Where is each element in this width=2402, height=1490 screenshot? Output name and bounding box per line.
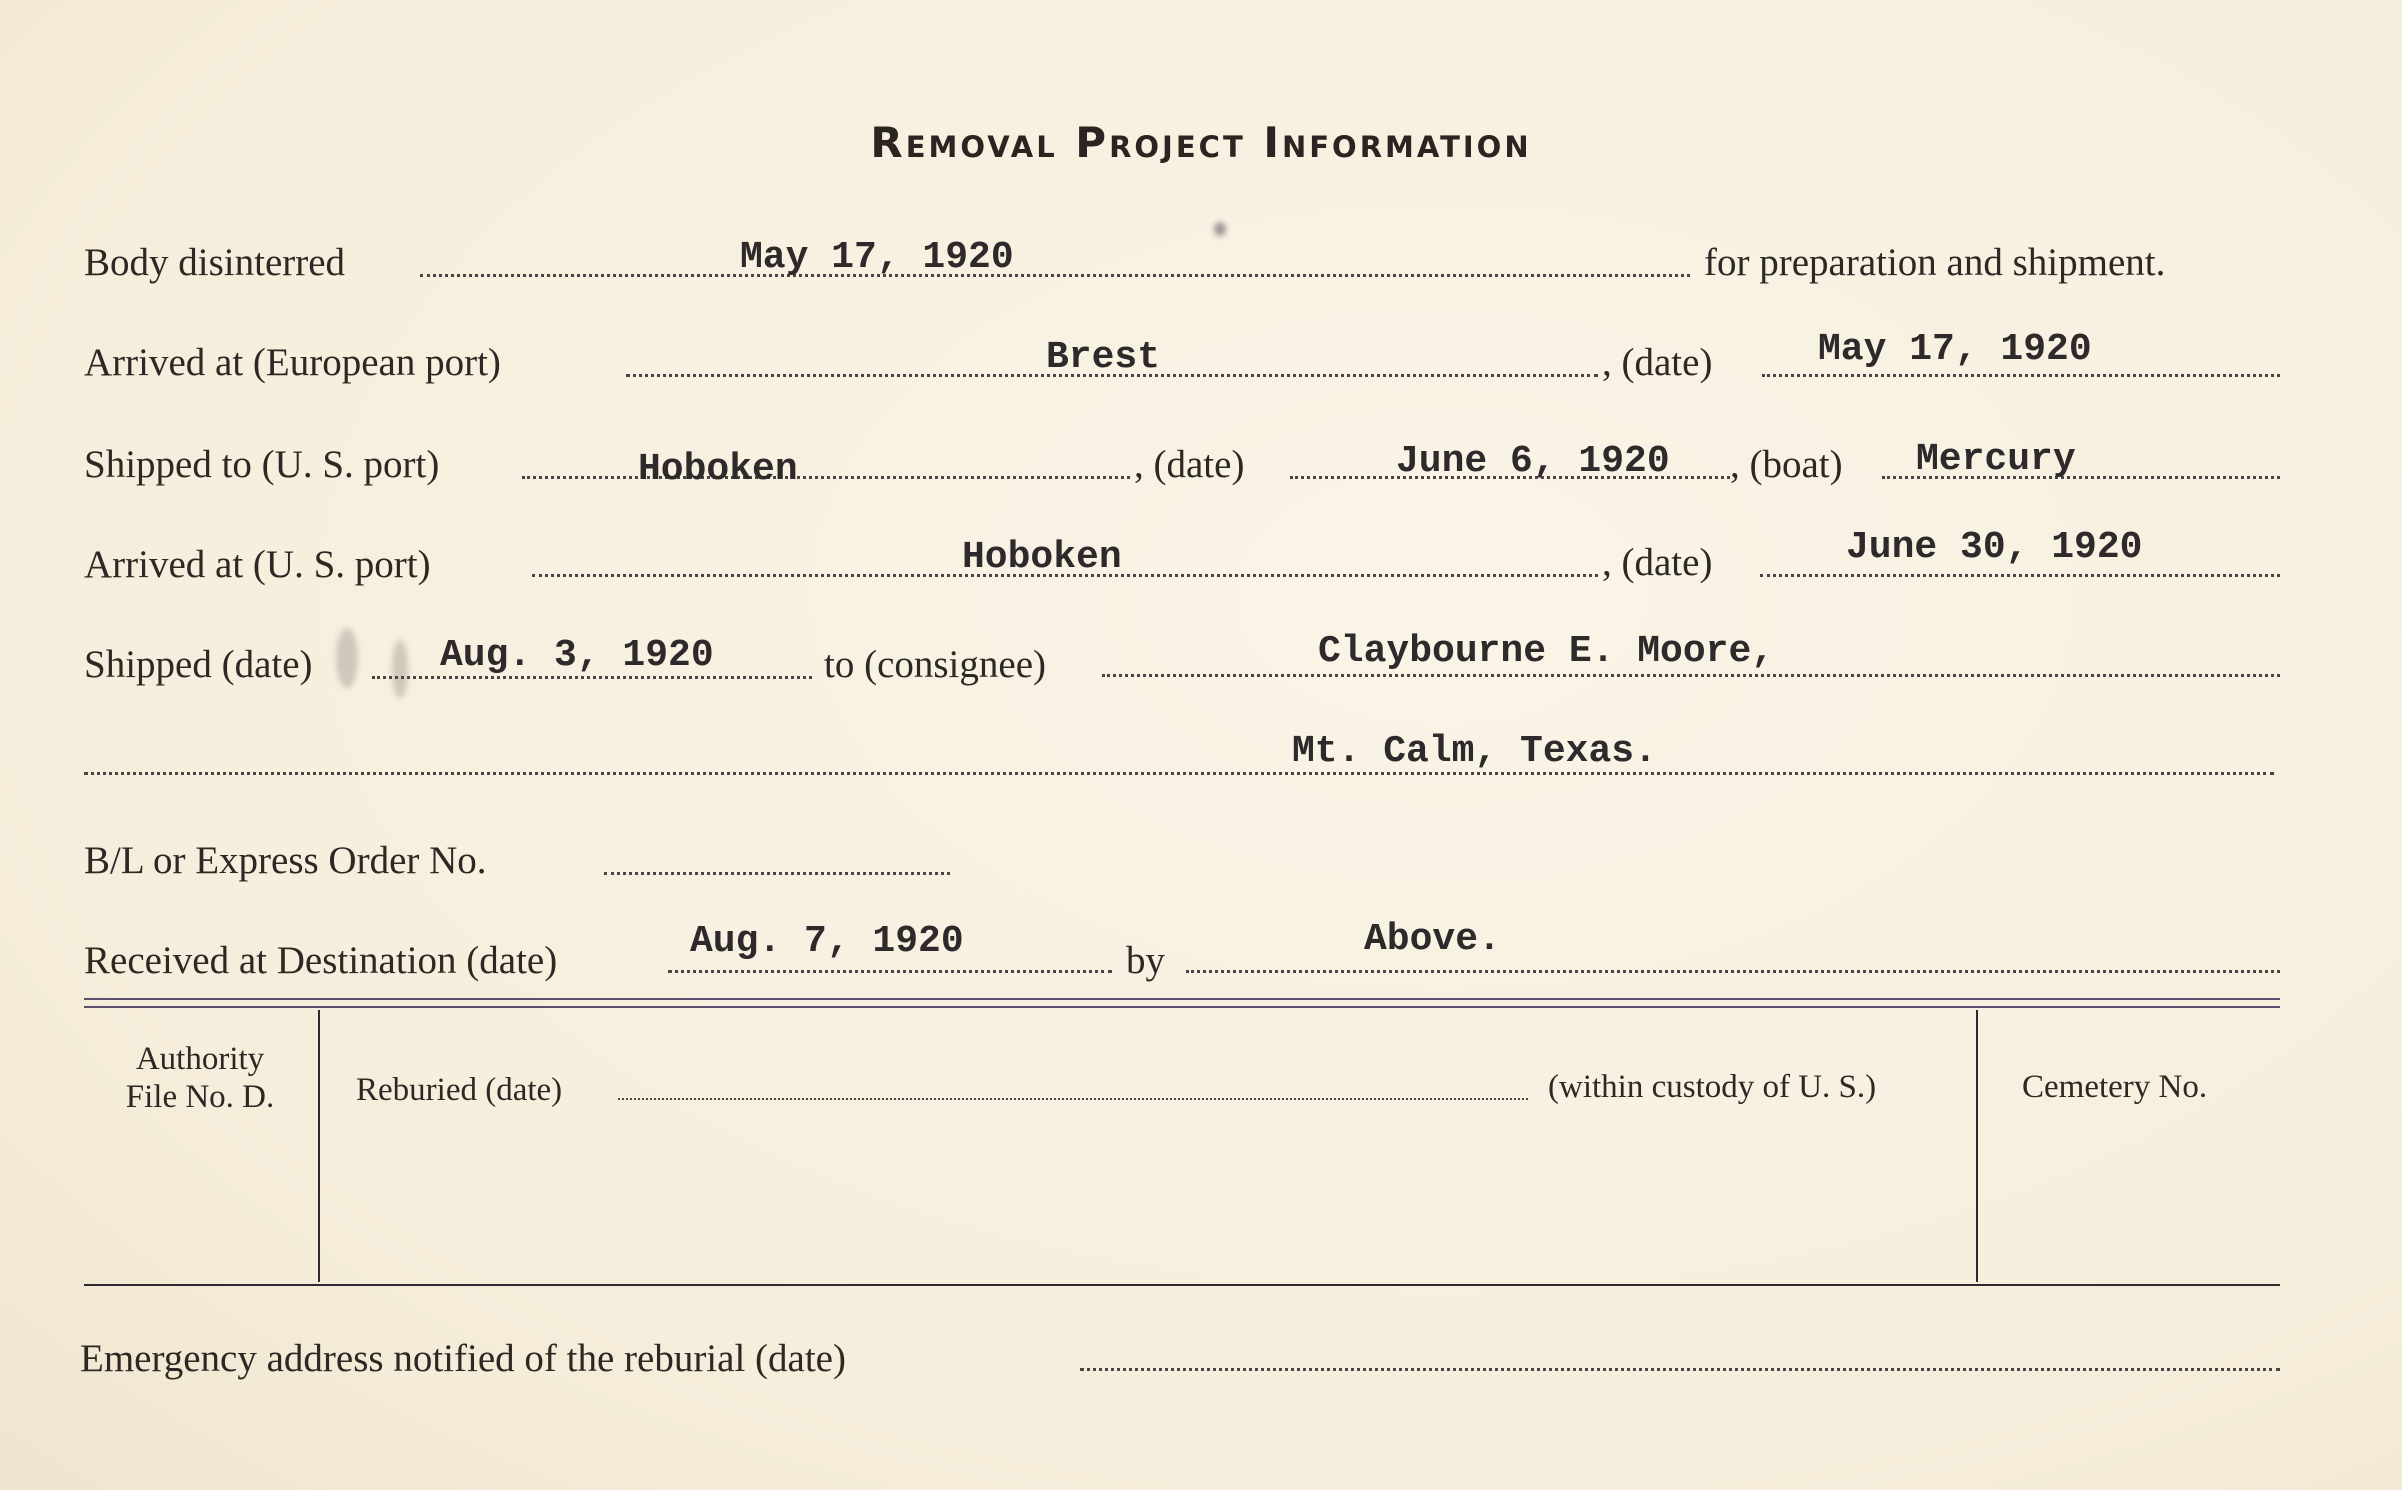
ink-smudge bbox=[336, 628, 358, 688]
reburied-line bbox=[618, 1098, 1528, 1100]
form-title: Removal Project Information bbox=[870, 118, 1532, 167]
received-date: Aug. 7, 1920 bbox=[690, 920, 964, 963]
box-divider-right bbox=[1976, 1010, 1978, 1282]
consignee-address: Mt. Calm, Texas. bbox=[1292, 730, 1657, 773]
disinterred-suffix: for preparation and shipment. bbox=[1704, 241, 2166, 284]
shipped-us-date: June 6, 1920 bbox=[1396, 440, 1670, 483]
box-bottom-rule bbox=[84, 1284, 2280, 1286]
received-by: Above. bbox=[1364, 918, 1501, 961]
box-divider-left bbox=[318, 1010, 320, 1282]
authority-line-2: File No. D. bbox=[125, 1079, 275, 1115]
shipped-us-port-label: Shipped to (U. S. port) bbox=[84, 443, 440, 486]
shipped-us-boat-label: , (boat) bbox=[1730, 443, 1843, 486]
authority-label bbox=[90, 1040, 310, 1116]
authority-line-1: Authority bbox=[135, 1041, 265, 1077]
shipped-date: Aug. 3, 1920 bbox=[440, 634, 714, 677]
arrived-us-date-label: , (date) bbox=[1602, 541, 1713, 584]
disinterred-label: Body disinterred bbox=[84, 241, 346, 284]
shipped-us-date-label: , (date) bbox=[1134, 443, 1245, 486]
arrived-european-date-label: , (date) bbox=[1602, 341, 1713, 384]
shipped-us-boat: Mercury bbox=[1916, 438, 2076, 481]
shipped-us-port-value: Hoboken bbox=[638, 448, 798, 491]
bl-order-label: B/L or Express Order No. bbox=[84, 839, 487, 882]
section-rule-top bbox=[84, 998, 2280, 1000]
arrived-us-date-line bbox=[1760, 574, 2280, 577]
received-by-line bbox=[1186, 970, 2280, 973]
reburied-label: Reburied (date) bbox=[356, 1072, 563, 1108]
disinterred-date: May 17, 1920 bbox=[740, 236, 1014, 279]
custody-label: (within custody of U. S.) bbox=[1548, 1069, 1877, 1105]
consignee-address-line bbox=[84, 772, 2274, 775]
ink-smudge bbox=[392, 640, 408, 698]
arrived-european-port-value: Brest bbox=[1046, 336, 1161, 379]
received-date-line bbox=[668, 970, 1112, 973]
arrived-us-port-value: Hoboken bbox=[962, 536, 1122, 579]
arrived-european-date: May 17, 1920 bbox=[1818, 328, 2092, 371]
consignee-label: to (consignee) bbox=[824, 643, 1047, 686]
shipped-date-label: Shipped (date) bbox=[84, 643, 313, 686]
arrived-european-port-label: Arrived at (European port) bbox=[84, 341, 501, 384]
emergency-label: Emergency address notified of the reburial (date) bbox=[80, 1337, 846, 1380]
ink-smudge bbox=[1214, 222, 1226, 236]
consignee-name: Claybourne E. Moore, bbox=[1318, 630, 1775, 673]
shipped-us-port-line bbox=[522, 476, 1130, 479]
received-by-label: by bbox=[1126, 939, 1165, 982]
disinterred-line bbox=[420, 274, 1690, 277]
arrived-us-date: June 30, 1920 bbox=[1846, 526, 2143, 569]
section-rule-bottom bbox=[84, 1006, 2280, 1008]
arrived-european-date-line bbox=[1762, 374, 2280, 377]
bl-order-line bbox=[604, 872, 950, 875]
cemetery-label: Cemetery No. bbox=[2022, 1069, 2208, 1105]
arrived-us-port-label: Arrived at (U. S. port) bbox=[84, 543, 431, 586]
consignee-line bbox=[1102, 674, 2280, 677]
emergency-line bbox=[1080, 1368, 2280, 1371]
received-label: Received at Destination (date) bbox=[84, 939, 558, 982]
